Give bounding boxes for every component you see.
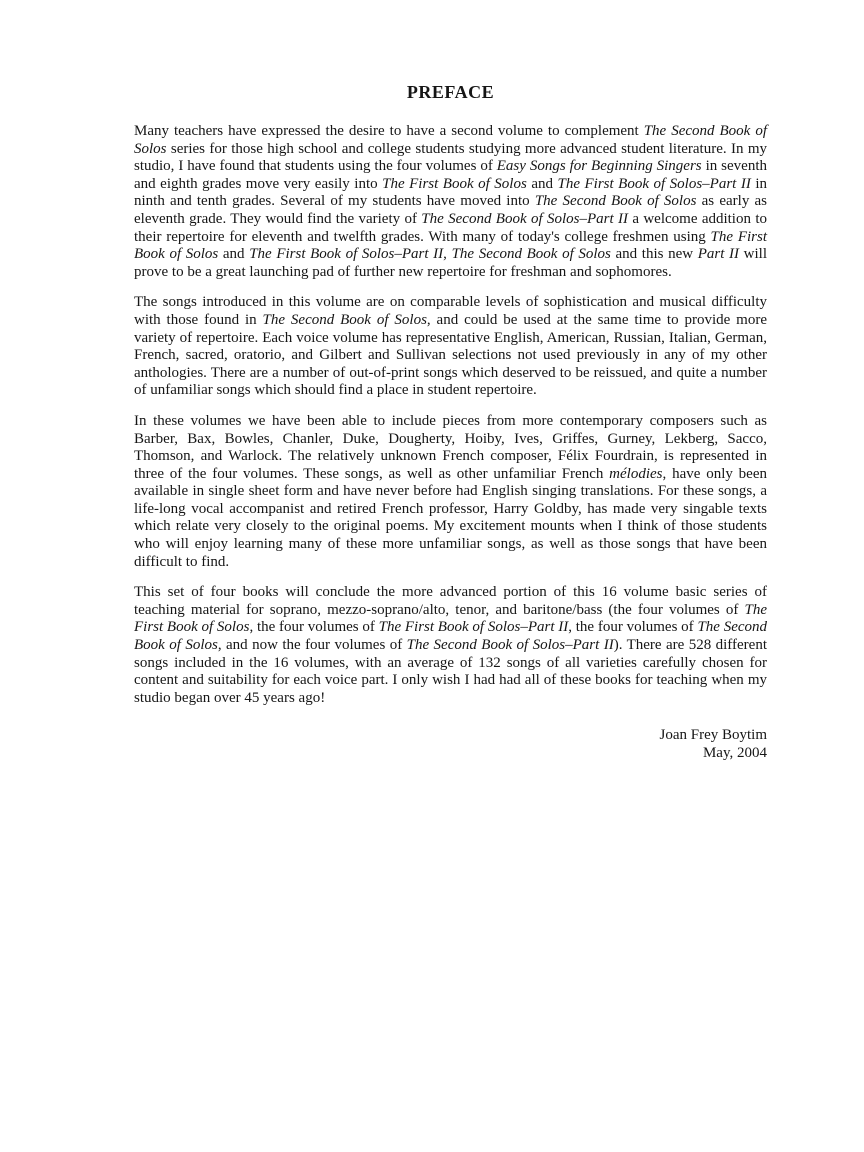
signature-block bbox=[134, 727, 767, 762]
paragraph-4: This set of four books will conclude the more advanced portion of this 16 volume basic series of teaching material for soprano, mezzo-soprano/alto, tenor, and baritone/bass (the four volumes of The First Book of Solos, the four volumes of The First Book of Solos–Part II, the four volumes of The Second Book of Solos, and now the four volumes of The Second Book of Solos–Part II). There are 528 different songs included in the 16 volumes, with an average of 132 songs of all varieties carefully chosen for content and suitability for each voice part. I only wish I had had all of these books for teaching when my studio began over 45 years ago! bbox=[134, 584, 768, 706]
page-content bbox=[134, 82, 767, 763]
paragraph-3: In these volumes we have been able to include pieces from more contemporary composers such as Barber, Bax, Bowles, Chanler, Duke, Dougherty, Hoiby, Ives, Griffes, Gurney, Lekberg, Sacco, Thomson, and Warlock. The relatively unknown French composer, Félix Fourdrain, is represented in three of the four volumes. These songs, as well as other unfamiliar French mélodies, have only been available in single sheet form and have never before had English singing translations. For these songs, a life-long vocal accompanist and retired French professor, Harry Goldby, has made very singable texts which relate very closely to the original poems. My excitement mounts when I think of those students who will enjoy learning many of these more unfamiliar songs, as well as those songs that have been difficult to find. bbox=[134, 412, 767, 570]
paragraph-2: The songs introduced in this volume are on comparable levels of sophistication and musical difficulty with those found in The Second Book of Solos, and could be used at the same time to provide more variety of repertoire. Each voice volume has representative English, American, Russian, Italian, German, French, sacred, oratorio, and Gilbert and Sullivan selections not used previously in any of my other anthologies. There are a number of out-of-print songs which deserved to be reissued, and quite a number of unfamiliar songs which should find a place in student repertoire. bbox=[134, 294, 767, 399]
paragraph-1: Many teachers have expressed the desire to have a second volume to complement The Second Book of Solos series for those high school and college students studying more advanced student literature. In my studio, I have found that students using the four volumes of Easy Songs for Beginning Singers in seventh and eighth grades move very easily into The First Book of Solos and The First Book of Solos–Part II in ninth and tenth grades. Several of my students have moved into The Second Book of Solos as early as eleventh grade. They would find the variety of The Second Book of Solos–Part II a welcome addition to their repertoire for eleventh and twelfth grades. With many of today's college freshmen using The First Book of Solos and The First Book of Solos–Part II, The Second Book of Solos and this new Part II will prove to be a great launching pad of further new repertoire for freshman and sophomores. bbox=[134, 123, 768, 280]
signature-date: May, 2004 bbox=[702, 745, 767, 761]
signature-name: Joan Frey Boytim bbox=[659, 727, 767, 744]
page-title: PREFACE bbox=[406, 82, 495, 102]
